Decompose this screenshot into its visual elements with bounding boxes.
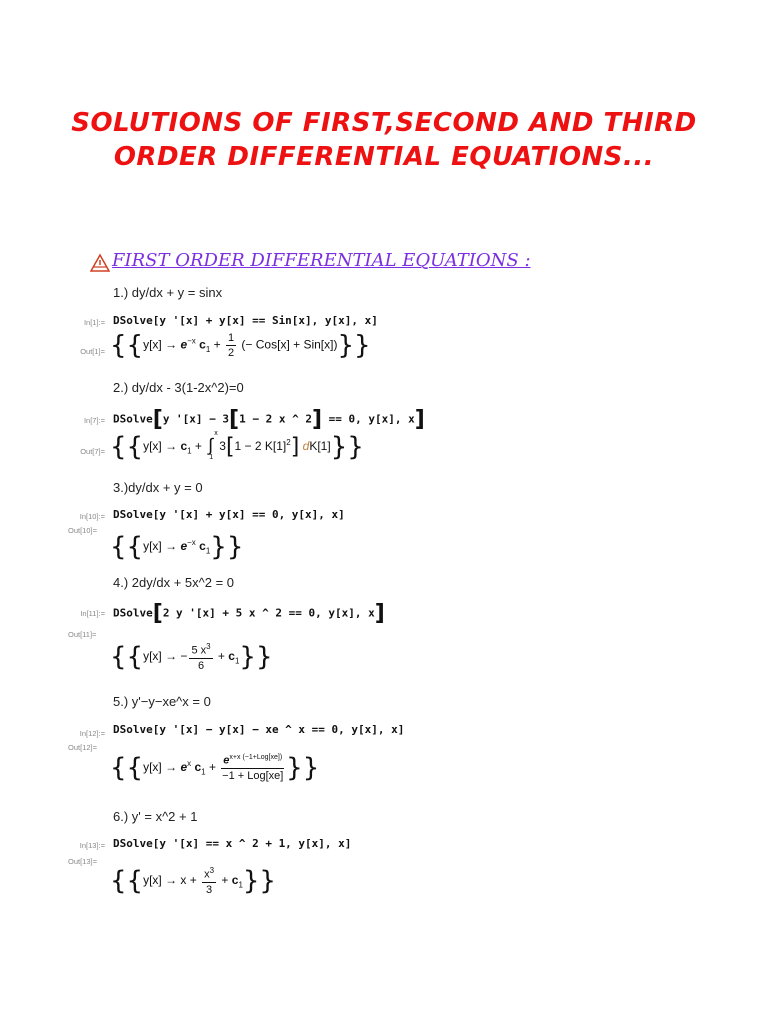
page-title-line-1: SOLUTIONS OF FIRST,SECOND AND THIRD (71, 108, 697, 138)
problem-statement: 6.) y' = x^2 + 1 (113, 809, 198, 824)
input-label: In[13]:= (79, 841, 105, 850)
input-label: In[10]:= (79, 512, 105, 521)
output-cell: {{$y[x] \to e^{-x}$ $c_1$ + $\frac{1}{2}$ (− Cos[x] + Sin[x])}} (110, 330, 371, 361)
output-cell: {{y[x] → − $\frac{5 x^3}{6}$ + $c_1$}} (110, 641, 273, 672)
output-cell: {{$y[x] \to e^{-x}$ $c_1$}} (110, 532, 244, 562)
problem-statement: 1.) dy/dx + y = sinx (113, 285, 223, 300)
output-cell: {{y[x] → x + $\frac{x^3}{3}$ + $c_1$}} (110, 865, 276, 896)
output-label: Out[10]= (68, 526, 97, 535)
output-label: Out[11]= (68, 630, 97, 639)
problem-statement: 4.) 2dy/dx + 5x^2 = 0 (113, 575, 235, 590)
input-cell[interactable]: DSolve[2 y '[x] + 5 x ^ 2 == 0, y[x], x] (113, 601, 385, 626)
problem-statement: 2.) dy/dx - 3(1-2x^2)=0 (113, 380, 244, 395)
input-label: In[12]:= (79, 729, 105, 738)
output-cell: {{$y[x] \to e^x$ $c_1$ + $\frac{e^{x+x (-1+Log[xe])}}{\text{−1 + Log[xe]}}$ }} (110, 752, 320, 783)
input-label: In[7]:= (83, 416, 105, 425)
input-label: In[11]:= (80, 609, 105, 618)
input-label: In[1]:= (83, 318, 105, 327)
problem-statement: 5.) y'−y−xe^x = 0 (113, 694, 211, 709)
input-cell[interactable]: DSolve[y '[x] == x ^ 2 + 1, y[x], x] (113, 837, 352, 850)
problem-statement: 3.)dy/dx + y = 0 (113, 480, 203, 495)
output-label: Out[1]= (80, 347, 105, 356)
output-label: Out[12]= (68, 743, 97, 752)
output-label: Out[13]= (68, 857, 97, 866)
warning-triangle-icon (90, 253, 110, 273)
section-heading: FIRST ORDER DIFFERENTIAL EQUATIONS : (112, 250, 531, 271)
input-cell[interactable]: DSolve[y '[x] + y[x] == Sin[x], y[x], x] (113, 314, 378, 327)
output-cell: {{$y[x] \to c_1$ + ∫ x 1 3[1 − 2 $K[1]^2$] dK[1]}} (110, 430, 364, 462)
input-cell[interactable]: DSolve[y '[x] + y[x] == 0, y[x], x] (113, 508, 345, 521)
input-cell[interactable]: DSolve[y '[x] − y[x] − xe ^ x == 0, y[x], x] (113, 723, 405, 736)
page-title-line-2: ORDER DIFFERENTIAL EQUATIONS... (113, 142, 655, 172)
input-cell[interactable]: DSolve[y '[x] − 3[1 − 2 x ^ 2] == 0, y[x], x] (113, 407, 425, 432)
output-label: Out[7]= (80, 447, 105, 456)
